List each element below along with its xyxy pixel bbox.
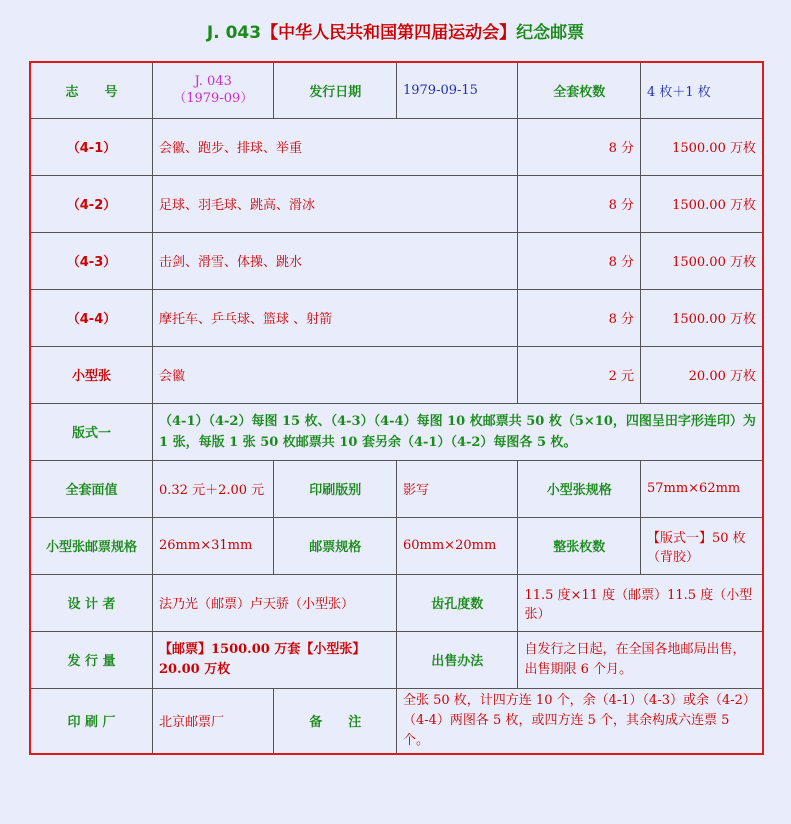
- table-row: [30, 346, 763, 403]
- title-name: 【中华人民共和国第四届运动会】: [261, 23, 517, 43]
- table-row: [30, 574, 763, 631]
- stamp-qty: 1500.00 万枚: [640, 232, 763, 289]
- stamp-qty: 1500.00 万枚: [640, 175, 763, 232]
- stamp-qty: 1500.00 万枚: [640, 289, 763, 346]
- issue-date-label: 发行日期: [274, 62, 397, 118]
- ms-stamp-size-label: 小型张邮票规格: [30, 517, 153, 574]
- zhihao-label: 志 号: [30, 62, 153, 118]
- sale-value: 自发行之日起，在全国各地邮局出售，出售期限 6 个月。: [518, 631, 763, 688]
- designer-label: 设 计 者: [30, 574, 153, 631]
- stamp-id: （4-3）: [30, 232, 153, 289]
- designer-value: 法乃光（邮票）卢天骄（小型张）: [153, 574, 397, 631]
- stamp-design: 会徽: [153, 346, 518, 403]
- set-count-label: 全套枚数: [518, 62, 641, 118]
- zhihao-code: J. 043: [194, 74, 232, 90]
- title-tail: 纪念邮票: [516, 23, 585, 43]
- table-row: [30, 232, 763, 289]
- stamp-face: 8 分: [518, 175, 641, 232]
- ms-size-value: 57mm×62mm: [640, 460, 763, 517]
- zhihao-value: [153, 62, 274, 118]
- stamp-info-table: [29, 61, 764, 755]
- table-row: [30, 62, 763, 118]
- stamp-design: 击剑、滑雪、体操、跳水: [153, 232, 518, 289]
- print-value: 影写: [396, 460, 517, 517]
- issue-qty-label: 发 行 量: [30, 631, 153, 688]
- total-face-label: 全套面值: [30, 460, 153, 517]
- remark-value: 全张 50 枚，计四方连 10 个，余（4-1）（4-3）或余（4-2）（4-4）两图各 5 枚，或四方连 5 个，其余构成六连票 5 个。: [396, 688, 763, 754]
- table-row: [30, 631, 763, 688]
- perf-label: 齿孔度数: [396, 574, 517, 631]
- table-row: [30, 118, 763, 175]
- table-row: [30, 403, 763, 460]
- sheet-count-value: 【版式一】50 枚（背胶）: [640, 517, 763, 574]
- table-row: [30, 175, 763, 232]
- stamp-face: 8 分: [518, 289, 641, 346]
- printer-label: 印 刷 厂: [30, 688, 153, 754]
- miniature-sheet-id: 小型张: [30, 346, 153, 403]
- remark-label: 备 注: [274, 688, 397, 754]
- stamp-face: 8 分: [518, 118, 641, 175]
- page-title: [0, 18, 791, 43]
- stamp-id: （4-4）: [30, 289, 153, 346]
- table-row: [30, 688, 763, 754]
- stamp-id: （4-1）: [30, 118, 153, 175]
- stamp-design: 会徽、跑步、排球、举重: [153, 118, 518, 175]
- sheet-count-label: 整张枚数: [518, 517, 641, 574]
- title-code: J. 043: [206, 23, 262, 43]
- zhihao-year: （1979-09）: [173, 91, 254, 107]
- stamp-face: 2 元: [518, 346, 641, 403]
- stamp-qty: 1500.00 万枚: [640, 118, 763, 175]
- stamp-design: 摩托车、乒乓球、篮球 、射箭: [153, 289, 518, 346]
- issue-qty-value: 【邮票】1500.00 万套【小型张】20.00 万枚: [153, 631, 397, 688]
- stamp-size-value: 60mm×20mm: [396, 517, 517, 574]
- issue-date-value: 1979-09-15: [396, 62, 517, 118]
- ms-size-label: 小型张规格: [518, 460, 641, 517]
- table-row: [30, 289, 763, 346]
- stamp-size-label: 邮票规格: [274, 517, 397, 574]
- sale-label: 出售办法: [396, 631, 517, 688]
- print-label: 印刷版别: [274, 460, 397, 517]
- layout-label: 版式一: [30, 403, 153, 460]
- stamp-face: 8 分: [518, 232, 641, 289]
- stamp-design: 足球、羽毛球、跳高、滑冰: [153, 175, 518, 232]
- printer-value: 北京邮票厂: [153, 688, 274, 754]
- stamp-id: （4-2）: [30, 175, 153, 232]
- stamp-qty: 20.00 万枚: [640, 346, 763, 403]
- ms-stamp-size-value: 26mm×31mm: [153, 517, 274, 574]
- perf-value: 11.5 度×11 度（邮票）11.5 度（小型张）: [518, 574, 763, 631]
- total-face-value: 0.32 元＋2.00 元: [153, 460, 274, 517]
- table-row: [30, 517, 763, 574]
- table-row: [30, 460, 763, 517]
- set-count-value: 4 枚＋1 枚: [640, 62, 763, 118]
- layout-text: （4-1）（4-2）每图 15 枚、（4-3）（4-4）每图 10 枚邮票共 50 枚（5×10，四图呈田字形连印）为 1 张，每版 1 张 50 枚邮票共 10 套另余（4-1）（4-2）每图各 5 枚。: [153, 403, 764, 460]
